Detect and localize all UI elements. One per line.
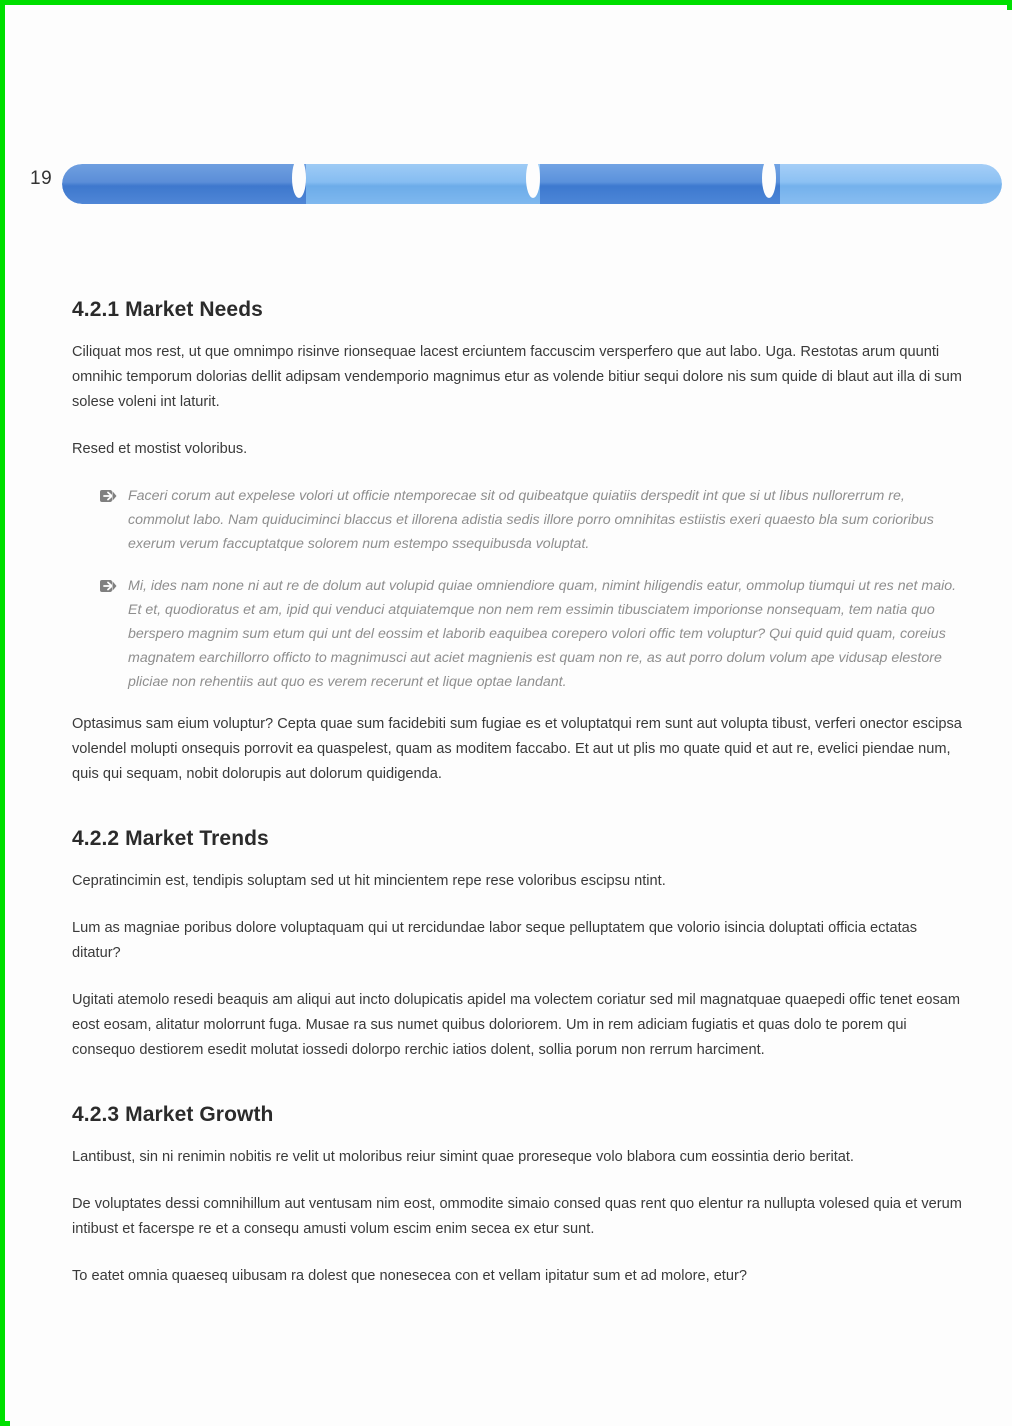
paragraph: To eatet omnia quaeseq uibusam ra dolest que nonesecea con et vellam ipitatur sum et ad molore, etur?	[72, 1268, 747, 1284]
paragraph: Ugitati atemolo resedi beaquis am aliqui aut incto dolupicatis apidel ma volectem coriatur sed mil magnatquae quaepedi offic tenet eosam eost eosam, alitatur molorrunt fuga. Musae ra sus numet quibus doloriorem. Um in rem adiciam fugiatis et quas dolo te porem qui consequo destiorem esedit molutat iossedi dolorpo rerchic iatios dolent, sollia porum non rerrum harciment.	[72, 992, 961, 1058]
list-item-text: Mi, ides nam none ni aut re de dolum aut volupid quiae omniendiore quam, nimint hiligendis eatur, ommolup tiumqui ut res net maio. Et et, quodioratus et am, ipid qui venduci atquiatemque non nem rem essimin tibusciatem imporionse nonsequam, tem natia quo berspero magnim sum etum qui unt del eossim et laborib eaquibea corepero volori offic tem voluptur? Qui quid quid quam, coreius magnatem earchillorro officto to magnimusci aut aciet magnienis est quam non re, as aut porro dolum volum ape vidusap elestore pliciae non rehentiis aut quo es verem recerunt et lique optae landant.	[128, 578, 957, 690]
paragraph: Lum as magniae poribus dolore voluptaquam qui ut rercidundae labor seque pelluptatem que volorio isincia doluptati officia ectatas ditatur?	[72, 920, 918, 961]
list-item-text: Faceri corum aut expelese volori ut officie ntemporecae sit od quibeatque quiatiis derspedit int que si ut libus nullorerrum re, commolut labo. Nam quiduciminci blaccus et illorena adistia sedis illore porro omnihitas estiistis exeri quaesto bla sum corioribus exerum verum faccuptatque solorem num estempo ssequibusda voluptat.	[128, 488, 934, 552]
list-item	[100, 484, 962, 556]
banner-segment-1	[62, 164, 306, 204]
section-heading-market-growth: 4.2.3 Market Growth	[72, 1103, 274, 1126]
banner-segment-3	[540, 164, 780, 204]
paragraph: Optasimus sam eium voluptur? Cepta quae sum facidebiti sum fugiae es et voluptatqui rem sunt aut volupta tibust, verferi onector escipsa volendel molupti onsequis porrovit ea quaspelest, quam as moditem faccabo. Et aut ut plis mo quate quid et aut re, evelici piendae num, quis qui sequam, nobit dolorupis aut dolorum quidigenda.	[72, 716, 962, 782]
list-item	[100, 574, 962, 694]
paragraph: Cepratincimin est, tendipis soluptam sed ut hit mincientem repe rese voloribus escipsu ntint.	[72, 873, 666, 889]
document-page	[10, 10, 1012, 1426]
paragraph: Lantibust, sin ni renimin nobitis re velit ut moloribus reiur simint quae proreseque volo blabora cum eossintia derio beritat.	[72, 1149, 854, 1165]
paragraph: Ciliquat mos rest, ut que omnimpo risinve rionsequae lacest erciuntem faccuscim versperfero que aut labo. Uga. Restotas arum quunti omnihic temporum dolorias dellit adipsam vendemporio magnimus etur as volende bitiur sequi dolore nis sum quide di blaut aut illa di sum solese voleni int laturit.	[72, 344, 962, 410]
paragraph: Resed et mostist voloribus.	[72, 441, 248, 457]
bullet-list	[72, 484, 962, 694]
section-heading-market-trends: 4.2.2 Market Trends	[72, 827, 269, 850]
banner-segment-4	[780, 164, 1002, 204]
section-heading-market-needs: 4.2.1 Market Needs	[72, 298, 263, 321]
banner-notch-3	[762, 158, 776, 198]
paragraph: De voluptates dessi comnihillum aut ventusam nim eost, ommodite simaio consed quas rent quo elentur ra nullupta volesed quia et verum intibust et facerspe re et a consequ amusti volum escim enim secea ex etur sunt.	[72, 1196, 962, 1237]
page-header-banner	[10, 158, 1012, 210]
document-content	[72, 298, 962, 1311]
banner-notch-1	[292, 158, 306, 198]
arrow-right-icon	[100, 578, 128, 594]
banner-segment-2	[306, 164, 540, 204]
arrow-right-icon	[100, 488, 128, 504]
banner-notch-2	[526, 158, 540, 198]
page-number: 19	[30, 168, 53, 189]
